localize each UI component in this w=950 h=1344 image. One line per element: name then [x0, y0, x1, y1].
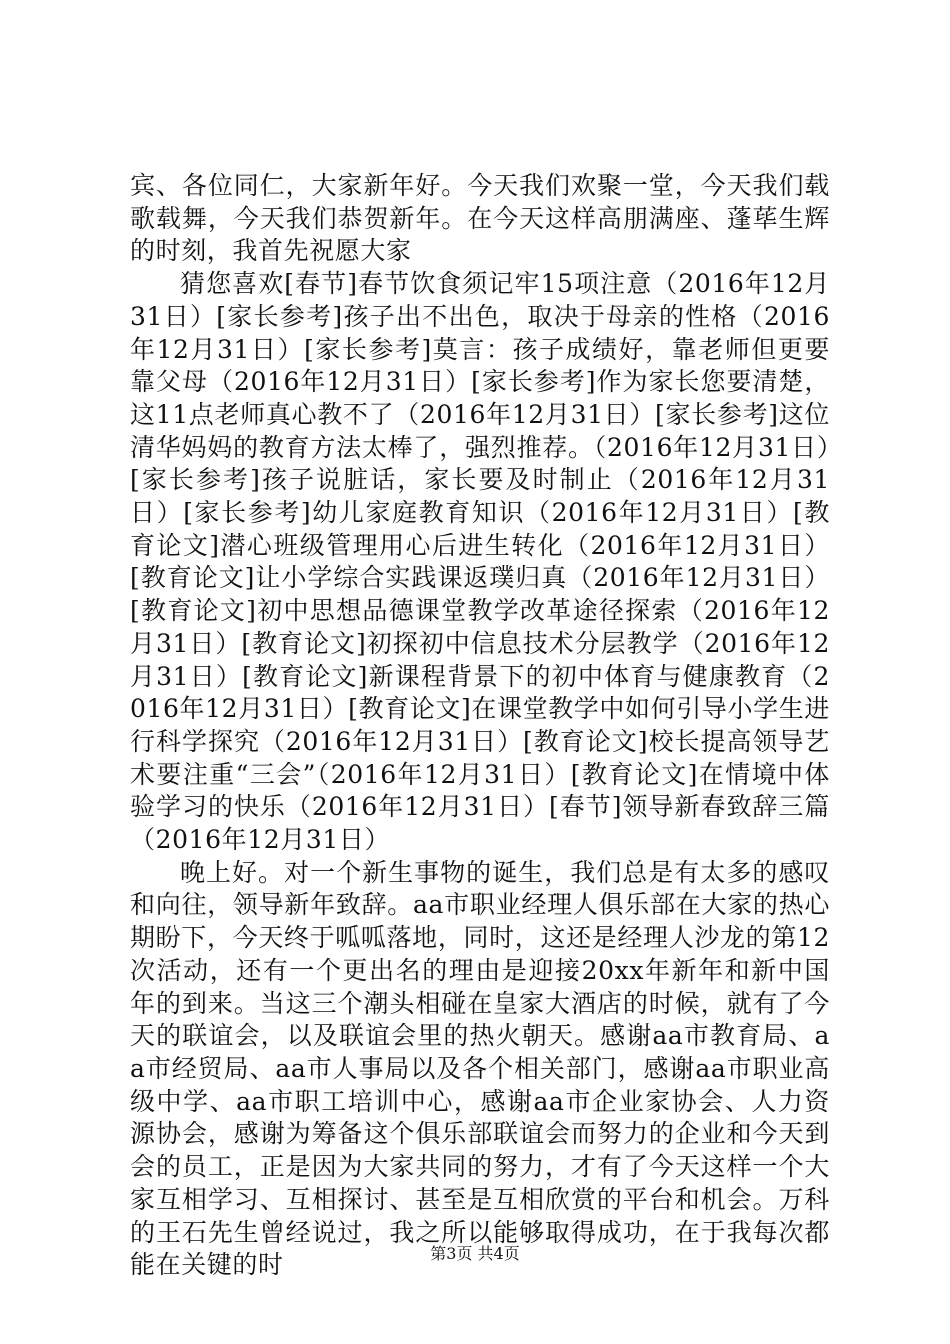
paragraph-related-articles: 猜您喜欢[春节]春节饮食须记牢15项注意（2016年12月31日）[家长参考]孩子出不出色，取决于母亲的性格（2016年12月31日）[家长参考]莫言：孩子成绩好，靠老师但更要靠父母（2016年12月31日）[家长参考]作为家长您要清楚，这11点老师真心教不了（2016年12月31日）[家长参考]这位清华妈妈的教育方法太棒了，强烈推荐。（2016年12月31日）[家长参考]孩子说脏话，家长要及时制止（2016年12月31日）[家长参考]幼儿家庭教育知识（2016年12月31日）[教育论文]潜心班级管理用心后进生转化（2016年12月31日）[教育论文]让小学综合实践课返璞归真（2016年12月31日）[教育论文]初中思想品德课堂教学改革途径探索（2016年12月31日）[教育论文]初探初中信息技术分层教学（2016年12月31日）[教育论文]新课程背景下的初中体育与健康教育（2016年12月31日）[教育论文]在课堂教学中如何引导小学生进行科学探究（2016年12月31日）[教育论文]校长提高领导艺术要注重“三会”（2016年12月31日）[教育论文]在情境中体验学习的快乐（2016年12月31日）[春节]领导新春致辞三篇（2016年12月31日）	[130, 269, 830, 855]
page-footer: 第3页 共4页	[430, 1244, 520, 1263]
paragraph-opening-greeting: 宾、各位同仁，大家新年好。今天我们欢聚一堂，今天我们载歌载舞，今天我们恭贺新年。在今天这样高朋满座、蓬荜生辉的时刻，我首先祝愿大家	[130, 171, 830, 266]
paragraph-evening-speech: 晚上好。对一个新生事物的诞生，我们总是有太多的感叹和向往，领导新年致辞。aa市职业经理人俱乐部在大家的热心期盼下，今天终于呱呱落地，同时，这还是经理人沙龙的第12次活动，还有一个更出名的理由是迎接20xx年新年和新中国年的到来。当这三个潮头相碰在皇家大酒店的时候，就有了今天的联谊会，以及联谊会里的热火朝天。感谢aa市教育局、aa市经贸局、aa市人事局以及各个相关部门，感谢aa市职业高级中学、aa市职工培训中心，感谢aa市企业家协会、人力资源协会，感谢为筹备这个俱乐部联谊会而努力的企业和今天到会的员工，正是因为大家共同的努力，才有了今天这样一个大家互相学习、互相探讨、甚至是互相欣赏的平台和机会。万科的王石先生曾经说过，我之所以能够取得成功，在于我每次都能在关键的时	[130, 857, 830, 1280]
document-body	[130, 170, 830, 1282]
